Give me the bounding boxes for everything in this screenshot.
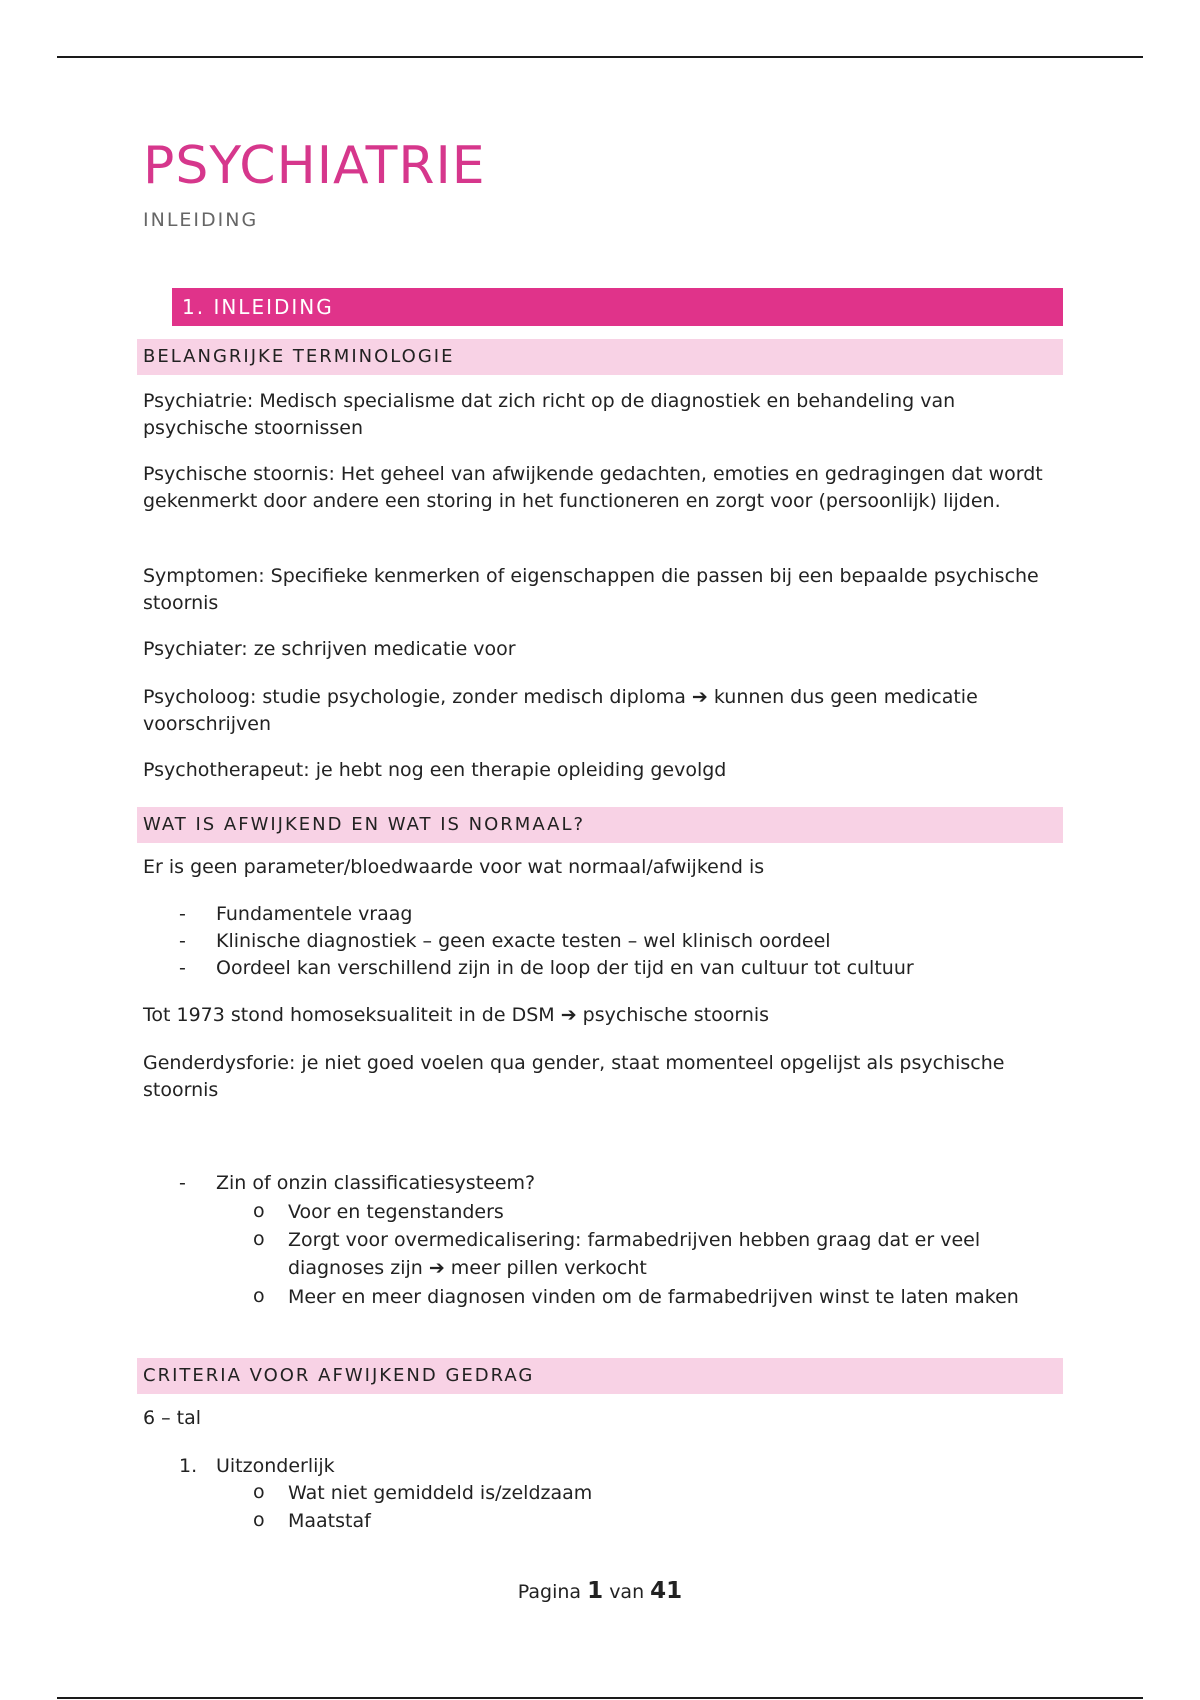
list-item: Zin of onzin classificatiesysteem? [216, 1172, 536, 1194]
circle-bullet: o [253, 1285, 265, 1307]
normaal-intro: Er is geen parameter/bloedwaarde voor wat normaal/afwijkend is [143, 856, 765, 878]
term-psychiater: Psychiater: ze schrijven medicatie voor [143, 638, 516, 660]
list-item: Fundamentele vraag [216, 903, 413, 925]
numbered-item: Uitzonderlijk [216, 1455, 335, 1477]
page-footer [0, 1578, 1200, 1604]
dash-bullet: - [179, 1172, 186, 1194]
dash-bullet: - [179, 930, 186, 952]
sub-list-item: Maatstaf [288, 1510, 371, 1532]
top-rule [57, 56, 1143, 58]
document-subtitle: INLEIDING [143, 209, 259, 231]
subheading-criteria: CRITERIA VOOR AFWIJKEND GEDRAG [137, 1358, 1063, 1394]
circle-bullet: o [253, 1228, 265, 1250]
list-item: Oordeel kan verschillend zijn in de loop der tijd en van cultuur tot cultuur [216, 957, 914, 979]
term-psychische-stoornis: Psychische stoornis: Het geheel van afwijkende gedachten, emoties en gedragingen dat wordt gekenmerkt door andere een storing in het functioneren en zorgt voor (persoonlijk) lijden. [143, 463, 1043, 512]
bottom-rule [57, 1697, 1143, 1699]
sub-list-item: Voor en tegenstanders [288, 1201, 504, 1223]
circle-bullet: o [253, 1481, 265, 1503]
dash-bullet: - [179, 903, 186, 925]
dash-bullet: - [179, 957, 186, 979]
footer-mid: van [609, 1581, 645, 1603]
subheading-normaal: WAT IS AFWIJKEND EN WAT IS NORMAAL? [137, 807, 1063, 843]
list-number: 1. [179, 1455, 198, 1477]
term-symptomen: Symptomen: Specifieke kenmerken of eigenschappen die passen bij een bepaalde psychische stoornis [143, 565, 1039, 614]
sub-list-item: Zorgt voor overmedicalisering: farmabedrijven hebben graag dat er veel diagnoses zijn ➔ meer pillen verkocht [288, 1229, 981, 1279]
sub-list-item: Meer en meer diagnosen vinden om de farmabedrijven winst te laten maken [288, 1286, 1019, 1308]
circle-bullet: o [253, 1509, 265, 1531]
subheading-terminologie: BELANGRIJKE TERMINOLOGIE [137, 339, 1063, 375]
paragraph-homoseksualiteit: Tot 1973 stond homoseksualiteit in de DSM ➔ psychische stoornis [143, 1004, 770, 1026]
paragraph-genderdysforie: Genderdysforie: je niet goed voelen qua gender, staat momenteel opgelijst als psychische stoornis [143, 1052, 1005, 1101]
footer-prefix: Pagina [517, 1581, 582, 1603]
list-item: Klinische diagnostiek – geen exacte testen – wel klinisch oordeel [216, 930, 831, 952]
criteria-intro: 6 – tal [143, 1407, 202, 1429]
term-psychiatrie: Psychiatrie: Medisch specialisme dat zich richt op de diagnostiek en behandeling van psychische stoornissen [143, 390, 956, 439]
document-title: PSYCHIATRIE [143, 136, 486, 196]
term-psychotherapeut: Psychotherapeut: je hebt nog een therapie opleiding gevolgd [143, 759, 727, 781]
current-page-number: 1 [587, 1578, 604, 1604]
document-header [143, 136, 1063, 231]
term-psycholoog: Psycholoog: studie psychologie, zonder medisch diploma ➔ kunnen dus geen medicatie voorschrijven [143, 686, 978, 735]
circle-bullet: o [253, 1200, 265, 1222]
sub-list-item: Wat niet gemiddeld is/zeldzaam [288, 1482, 593, 1504]
section-heading-inleiding: 1. INLEIDING [172, 288, 1063, 326]
total-page-count: 41 [650, 1578, 683, 1604]
